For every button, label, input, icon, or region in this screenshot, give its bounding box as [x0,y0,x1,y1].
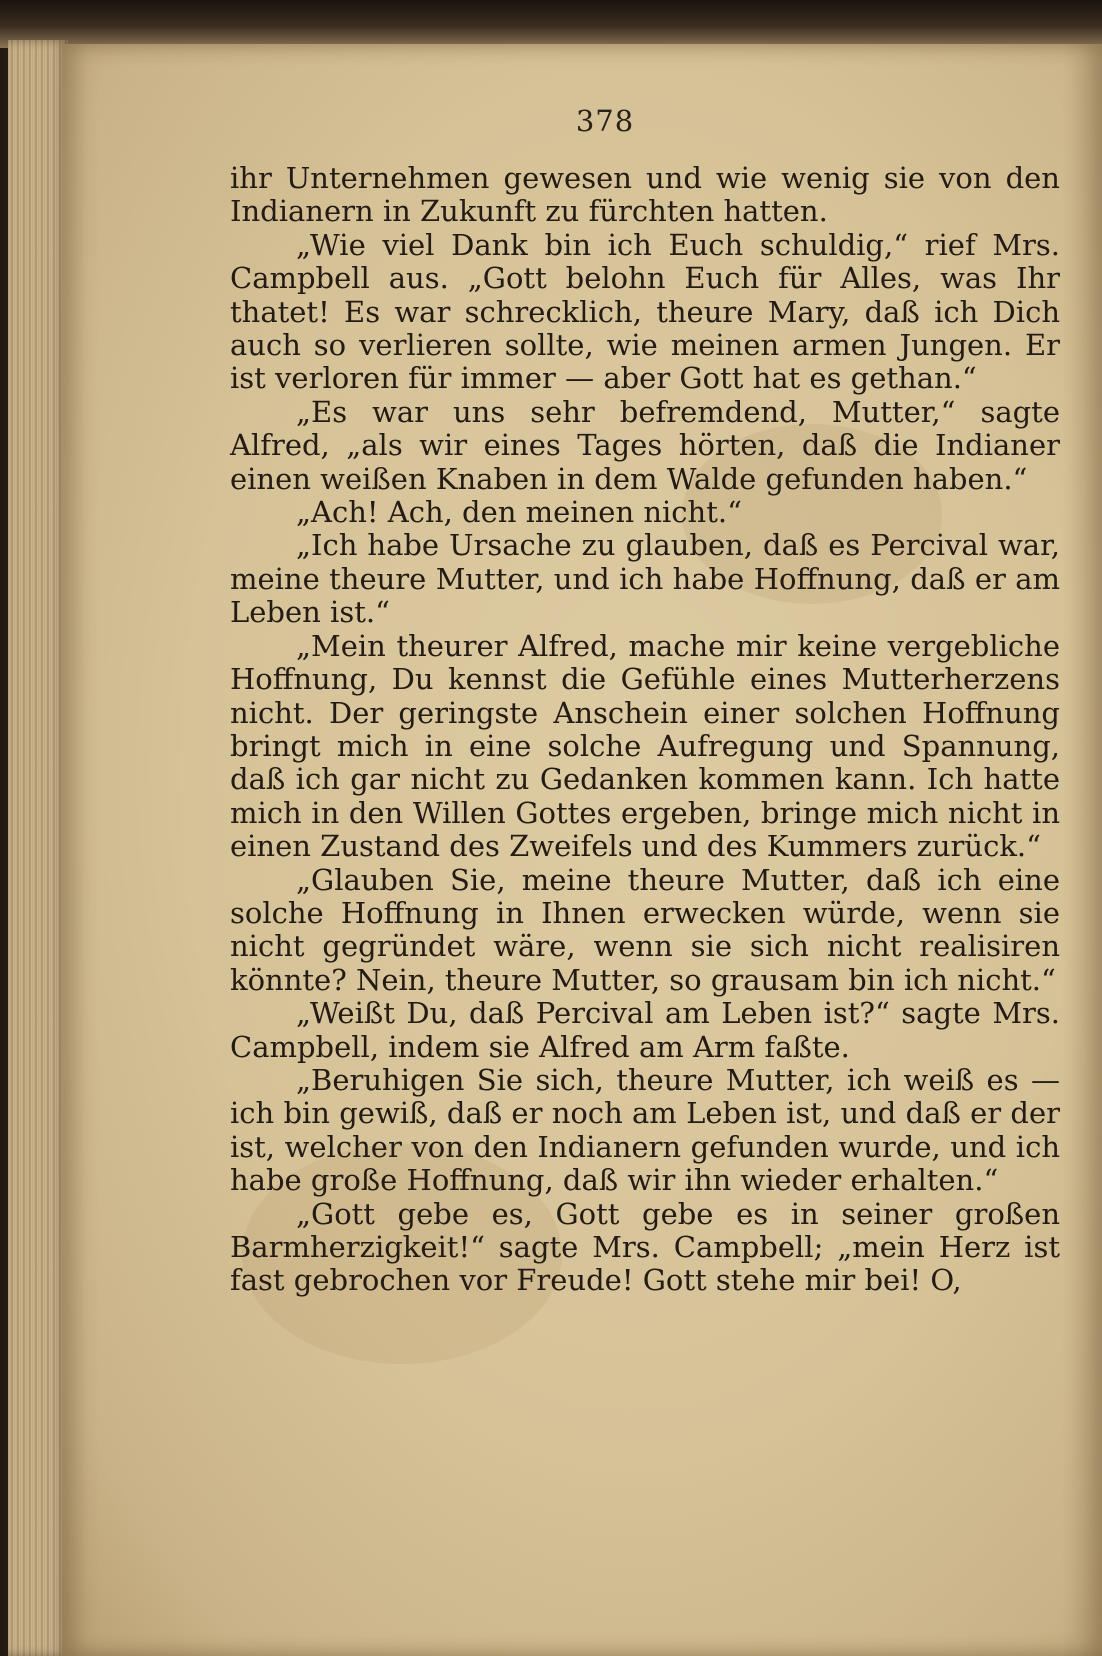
paragraph: „Gott gebe es, Gott gebe es in seiner großen Barmherzigkeit!“ sagte Mrs. Campbell; „mein Herz ist fast gebrochen vor Freude! Gott stehe mir bei! O, [230,1196,1060,1298]
paragraph: „Ich habe Ursache zu glauben, daß es Percival war, meine theure Mutter, und ich habe Hoffnung, daß er am Leben ist.“ [230,528,1060,630]
page-edge-shadow [1062,44,1102,1656]
body-text [230,162,1060,1298]
paragraph: „Es war uns sehr befremdend, Mutter,“ sagte Alfred, „als wir eines Tages hörten, daß die Indianer einen weißen Knaben in dem Walde gefunden haben.“ [230,394,1060,496]
paragraph: „Mein theurer Alfred, mache mir keine vergebliche Hoffnung, Du kennst die Gefühle eines Mutterherzens nicht. Der geringste Anschein einer solchen Hoffnung bringt mich in eine solche Aufregung und Spannung, daß ich gar nicht zu Gedanken kommen kann. Ich hatte mich in den Willen Gottes ergeben, bringe mich nicht in einen Zustand des Zweifels und des Kummers zurück.“ [230,628,1060,864]
paragraph: ihr Unternehmen gewesen und wie wenig sie von den Indianern in Zukunft zu fürchten hatten. [230,161,1060,229]
paragraph: „Wie viel Dank bin ich Euch schuldig,“ rief Mrs. Campbell aus. „Gott belohn Euch für Alles, was Ihr thatet! Es war schrecklich, theure Mary, daß ich Dich auch so verlieren sollte, wie meinen armen Jungen. Er ist verloren für immer — aber Gott hat es gethan.“ [230,227,1060,396]
book-top-edge [0,0,1102,48]
paragraph: „Ach! Ach, den meinen nicht.“ [296,495,742,530]
page-stack-edge [8,40,68,1656]
paragraph: „Beruhigen Sie sich, theure Mutter, ich weiß es — ich bin gewiß, daß er noch am Leben ist, und daß er der ist, welcher von den Indianern gefunden wurde, und ich habe große Hoffnung, daß wir ihn wieder erhalten.“ [230,1062,1060,1198]
paragraph: „Glauben Sie, meine theure Mutter, daß ich eine solche Hoffnung in Ihnen erwecken würde, wenn sie nicht gegründet wäre, wenn sie sich nicht realisiren könnte? Nein, theure Mutter, so grausam bin ich nicht.“ [230,862,1060,997]
page-number: 378 [575,104,635,138]
paragraph: „Weißt Du, daß Percival am Leben ist?“ sagte Mrs. Campbell, indem sie Alfred am Arm faßte. [230,996,1060,1064]
